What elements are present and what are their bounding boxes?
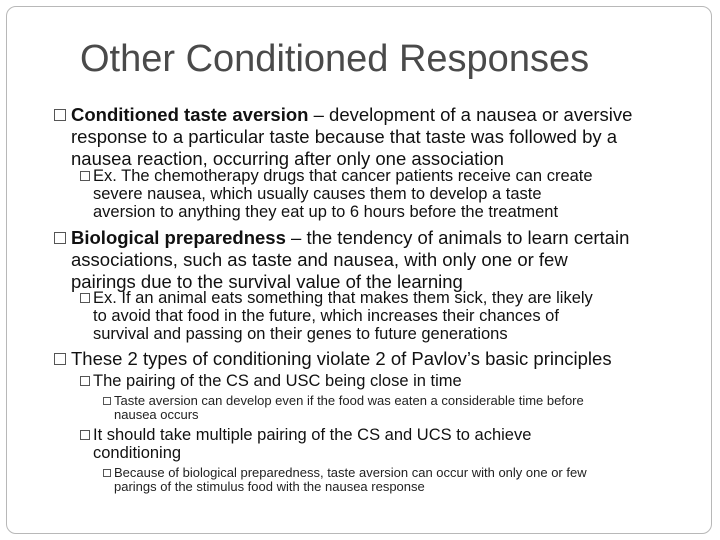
example-line: severe nausea, which usually causes them to develop a taste	[93, 185, 542, 203]
detail-line: Taste aversion can develop even if the food was eaten a considerable time before	[114, 393, 584, 408]
square-bullet-icon	[54, 353, 66, 365]
square-bullet-icon	[103, 397, 111, 405]
term: Biological preparedness	[71, 227, 286, 248]
principle-line: The pairing of the CS and USC being close in time	[93, 372, 462, 390]
definition-line: response to a particular taste because that taste was followed by a	[71, 126, 618, 147]
principle-line: These 2 types of conditioning violate 2 of Pavlov’s basic principles	[71, 348, 612, 369]
square-bullet-icon	[54, 109, 66, 121]
sub-bullet-chemotherapy-example	[93, 167, 593, 221]
square-bullet-icon	[80, 376, 90, 386]
definition-line: nausea reaction, occurring after only one association	[71, 148, 504, 169]
definition-line: pairings due to the survival value of the learning	[71, 271, 463, 292]
square-bullet-icon	[80, 171, 90, 181]
definition-line: – development of a nausea or aversive	[308, 104, 633, 125]
sub-bullet-multiple-pairing	[93, 426, 531, 462]
sub-sub-bullet-biological-preparedness	[114, 466, 587, 494]
slide-title: Other Conditioned Responses	[80, 38, 590, 80]
square-bullet-icon	[54, 232, 66, 244]
term: Conditioned taste aversion	[71, 104, 309, 125]
example-line: Ex. The chemotherapy drugs that cancer patients receive can create	[93, 167, 593, 185]
bullet-biological-preparedness	[71, 227, 629, 293]
example-line: survival and passing on their genes to future generations	[93, 325, 508, 343]
square-bullet-icon	[103, 469, 111, 477]
sub-sub-bullet-taste-aversion-time	[114, 394, 584, 422]
square-bullet-icon	[80, 430, 90, 440]
bullet-pavlov-principles	[71, 348, 612, 370]
definition-line: – the tendency of animals to learn certain	[285, 227, 630, 248]
sub-bullet-close-in-time	[93, 372, 462, 390]
detail-line: nausea occurs	[114, 407, 199, 422]
example-line: aversion to anything they eat up to 6 hours before the treatment	[93, 203, 559, 221]
bullet-conditioned-taste-aversion	[71, 104, 632, 170]
example-line: to avoid that food in the future, which increases their chances of	[93, 307, 559, 325]
definition-line: associations, such as taste and nausea, with only one or few	[71, 249, 568, 270]
square-bullet-icon	[80, 293, 90, 303]
example-line: Ex. If an animal eats something that makes them sick, they are likely	[93, 289, 593, 307]
principle-line: It should take multiple pairing of the CS and UCS to achieve	[93, 426, 532, 444]
principle-line: conditioning	[93, 444, 182, 462]
sub-bullet-animal-example	[93, 289, 593, 343]
detail-line: Because of biological preparedness, taste aversion can occur with only one or few	[114, 465, 587, 480]
detail-line: parings of the stimulus food with the nausea response	[114, 479, 425, 494]
